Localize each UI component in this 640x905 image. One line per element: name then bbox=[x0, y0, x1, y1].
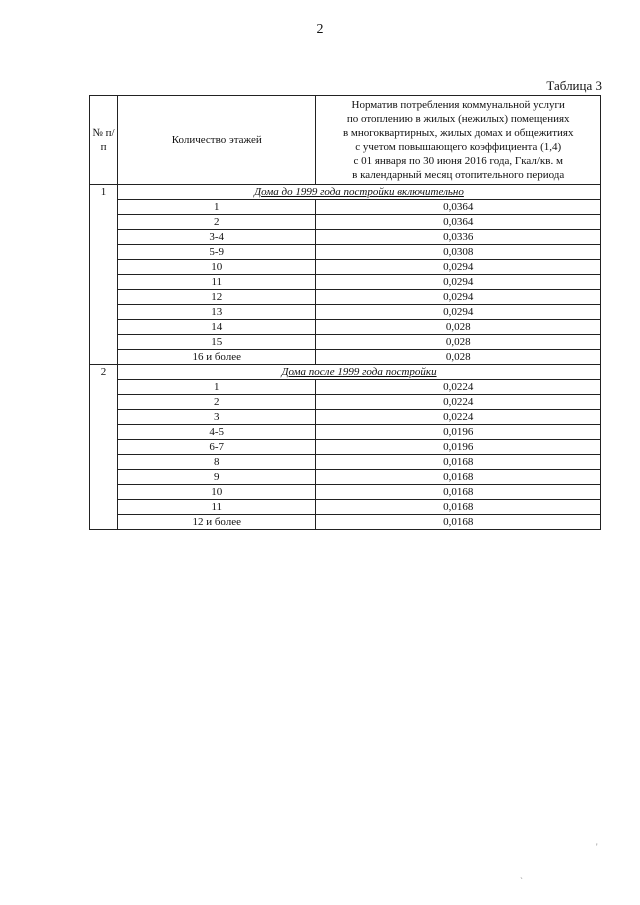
floors-cell: 12 bbox=[118, 290, 316, 305]
floors-cell: 10 bbox=[118, 485, 316, 500]
floors-cell: 11 bbox=[118, 275, 316, 290]
header-floors: Количество этажей bbox=[118, 96, 316, 185]
header-value-line: в многоквартирных, жилых домах и общежитиях bbox=[342, 127, 574, 139]
section-title-row bbox=[90, 185, 601, 200]
floors-cell: 9 bbox=[118, 470, 316, 485]
floors-cell: 16 и более bbox=[118, 350, 316, 365]
table-row bbox=[90, 290, 601, 305]
table-row bbox=[90, 305, 601, 320]
floors-cell: 5-9 bbox=[118, 245, 316, 260]
table-row bbox=[90, 500, 601, 515]
table-row bbox=[90, 425, 601, 440]
table-row bbox=[90, 485, 601, 500]
norm-value-cell: 0,0224 bbox=[316, 395, 601, 410]
floors-cell: 12 и более bbox=[118, 515, 316, 530]
table-row bbox=[90, 335, 601, 350]
norm-value-cell: 0,028 bbox=[316, 350, 601, 365]
norm-value-cell: 0,0196 bbox=[316, 440, 601, 455]
table-row bbox=[90, 350, 601, 365]
table-header-row bbox=[90, 96, 601, 185]
header-value-line: Норматив потребления коммунальной услуги bbox=[351, 99, 565, 111]
section-title-row bbox=[90, 365, 601, 380]
norm-value-cell: 0,0294 bbox=[316, 260, 601, 275]
floors-cell: 6-7 bbox=[118, 440, 316, 455]
norm-value-cell: 0,0294 bbox=[316, 290, 601, 305]
floors-cell: 2 bbox=[118, 395, 316, 410]
table-row bbox=[90, 455, 601, 470]
norm-value-cell: 0,028 bbox=[316, 320, 601, 335]
floors-cell: 10 bbox=[118, 260, 316, 275]
section-number: 1 bbox=[90, 185, 118, 365]
table-body bbox=[90, 185, 601, 530]
header-value-line: в календарный месяц отопительного периода bbox=[352, 169, 565, 181]
table-row bbox=[90, 275, 601, 290]
header-value bbox=[316, 96, 601, 185]
floors-cell: 8 bbox=[118, 455, 316, 470]
consumption-norm-table bbox=[89, 95, 601, 530]
table-row bbox=[90, 380, 601, 395]
floors-cell: 2 bbox=[118, 215, 316, 230]
norm-value-cell: 0,0168 bbox=[316, 515, 601, 530]
norm-value-cell: 0,0294 bbox=[316, 305, 601, 320]
floors-cell: 15 bbox=[118, 335, 316, 350]
table-row bbox=[90, 395, 601, 410]
norm-value-cell: 0,0168 bbox=[316, 455, 601, 470]
norm-value-cell: 0,0308 bbox=[316, 245, 601, 260]
floors-cell: 1 bbox=[118, 200, 316, 215]
norm-value-cell: 0,0224 bbox=[316, 380, 601, 395]
norm-value-cell: 0,0168 bbox=[316, 470, 601, 485]
section-title bbox=[118, 365, 601, 380]
header-value-line: с учетом повышающего коэффициента (1,4) bbox=[355, 141, 562, 153]
page-number: 2 bbox=[316, 22, 324, 37]
norm-value-cell: 0,0168 bbox=[316, 500, 601, 515]
section-title-text: Дома после 1999 года постройки bbox=[281, 366, 437, 378]
floors-cell: 3 bbox=[118, 410, 316, 425]
table-row bbox=[90, 515, 601, 530]
norm-value-cell: 0,028 bbox=[316, 335, 601, 350]
norm-value-cell: 0,0168 bbox=[316, 485, 601, 500]
table-row bbox=[90, 215, 601, 230]
header-value-line: по отоплению в жилых (нежилых) помещениях bbox=[346, 113, 570, 125]
table-row bbox=[90, 260, 601, 275]
floors-cell: 4-5 bbox=[118, 425, 316, 440]
floors-cell: 11 bbox=[118, 500, 316, 515]
table-row bbox=[90, 200, 601, 215]
scan-speck: ` bbox=[520, 876, 523, 886]
norm-value-cell: 0,0336 bbox=[316, 230, 601, 245]
norm-value-cell: 0,0364 bbox=[316, 200, 601, 215]
table-row bbox=[90, 410, 601, 425]
header-value-line: с 01 января по 30 июня 2016 года, Гкал/кв. м bbox=[353, 155, 563, 167]
scan-speck: ' bbox=[596, 842, 598, 852]
section-title-text: Дома до 1999 года постройки включительно bbox=[254, 186, 464, 198]
table-row bbox=[90, 245, 601, 260]
norm-value-cell: 0,0364 bbox=[316, 215, 601, 230]
section-number: 2 bbox=[90, 365, 118, 530]
section-title bbox=[118, 185, 601, 200]
table-row bbox=[90, 230, 601, 245]
floors-cell: 3-4 bbox=[118, 230, 316, 245]
table-row bbox=[90, 470, 601, 485]
table-caption: Таблица 3 bbox=[546, 78, 602, 93]
norm-value-cell: 0,0224 bbox=[316, 410, 601, 425]
norm-value-cell: 0,0196 bbox=[316, 425, 601, 440]
table-row bbox=[90, 320, 601, 335]
floors-cell: 13 bbox=[118, 305, 316, 320]
floors-cell: 1 bbox=[118, 380, 316, 395]
table-row bbox=[90, 440, 601, 455]
header-num: № п/п bbox=[90, 96, 118, 185]
floors-cell: 14 bbox=[118, 320, 316, 335]
norm-value-cell: 0,0294 bbox=[316, 275, 601, 290]
